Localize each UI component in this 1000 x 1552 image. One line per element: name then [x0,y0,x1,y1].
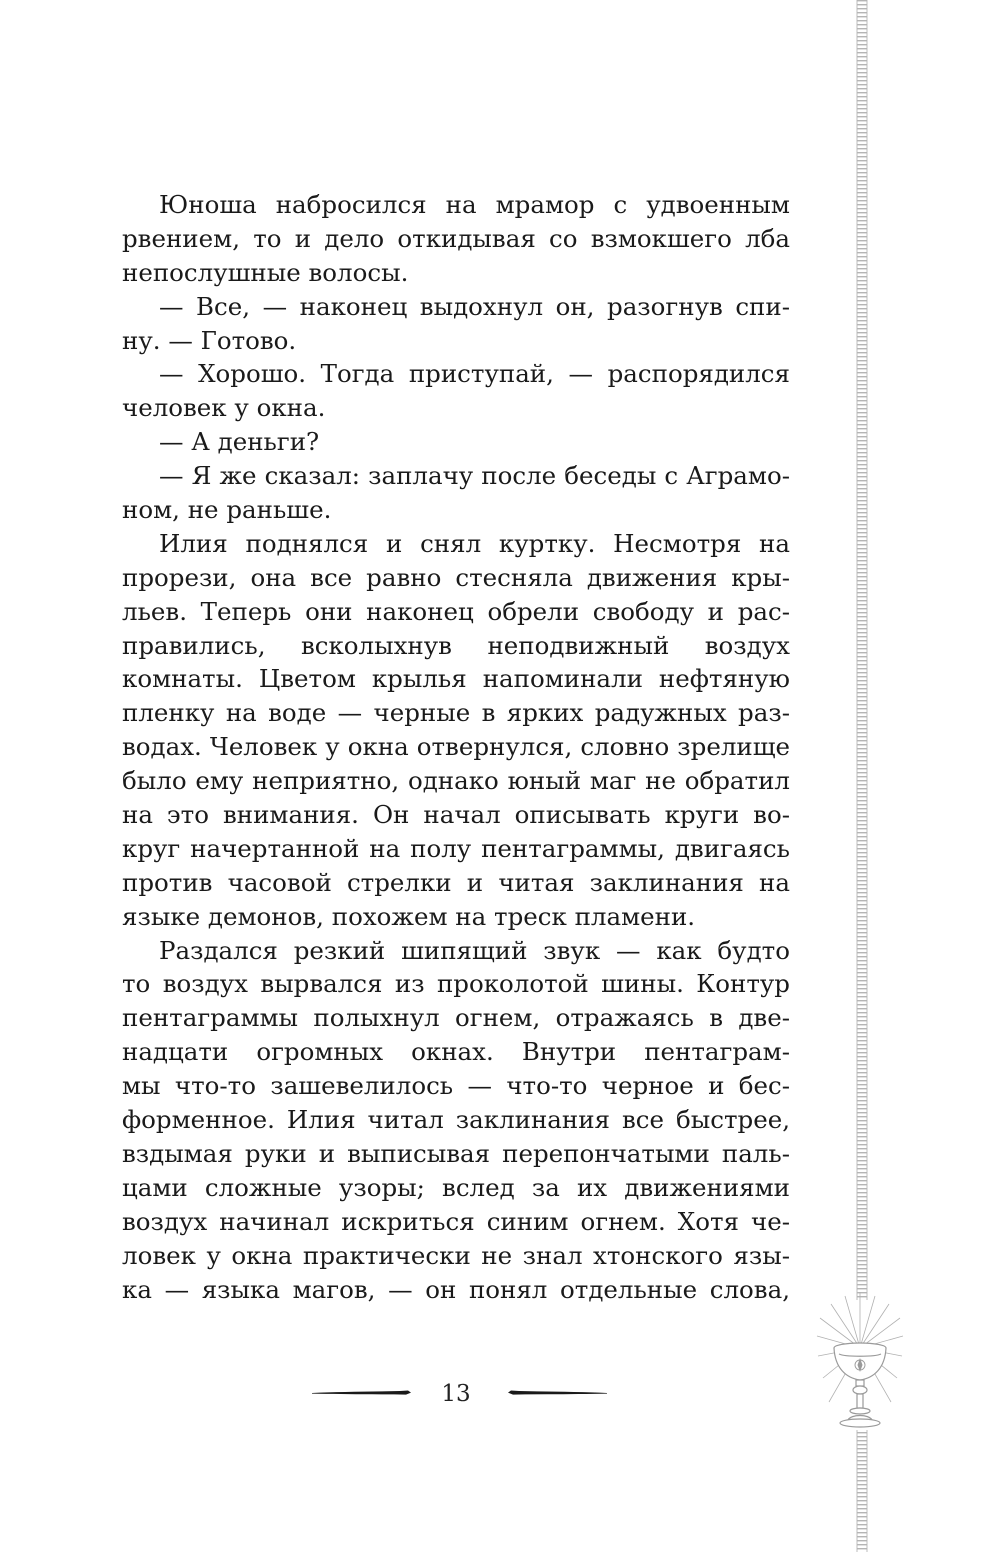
text-line: круг начертанной на полу пентаграммы, двигаясь [122,833,790,863]
text-line: ка — языка магов, — он понял отдельные слова, [122,1274,790,1304]
text-line: языке демонов, похожем на треск пламени. [122,901,696,931]
text-line: ловек у окна практически не знал хтонского язы- [122,1240,790,1270]
text-line: против часовой стрелки и читая заклинания на [122,867,790,897]
text-line: вздымая руки и выписывая перепончатыми паль- [122,1138,790,1168]
text-line: льев. Теперь они наконец обрели свободу и рас- [122,596,790,626]
page-footer [0,1374,920,1414]
brush-rule-icon [312,1388,412,1398]
text-line: водах. Человек у окна отвернулся, словно зрелище [122,732,790,762]
text-line: — А деньги? [159,427,320,457]
text-line: форменное. Илия читал заклинания все быстрее, [122,1105,790,1135]
text-line: ном, не раньше. [122,495,332,525]
text-line: человек у окна. [122,393,326,423]
text-line: надцати огромных окнах. Внутри пентаграм- [122,1037,790,1067]
text-line: Юноша набросился на мрамор с удвоенным [159,190,790,219]
text-line: Илия поднялся и снял куртку. Несмотря на [159,528,790,558]
text-line: ну. — Готово. [122,325,297,355]
text-line: пленку на воде — черные в ярких радужных раз- [122,698,790,728]
text-line: комнаты. Цветом крылья напоминали нефтяную [122,664,790,694]
text-line: Раздался резкий шипящий звук — как будто [159,935,790,965]
text-line: пентаграммы полыхнул огнем, отражаясь в две- [122,1003,790,1033]
text-line: на это внимания. Он начал описывать круги во- [122,800,790,830]
text-line: правились, всколыхнув неподвижный воздух [122,630,790,660]
text-line: непослушные волосы. [122,257,409,287]
brush-rule-icon [507,1388,607,1398]
text-line: воздух начинал искриться синим огнем. Хотя че- [122,1206,790,1236]
text-line: рвением, то и дело откидывая со взмокшего лба [122,223,790,253]
text-line: цами сложные узоры; вслед за их движениями [122,1172,790,1202]
chalice-icon [815,1290,905,1440]
text-line: было ему неприятно, однако юный маг не обратил [122,766,790,796]
text-line: прорези, она все равно стесняла движения кры- [122,562,790,592]
text-line: — Хорошо. Тогда приступай, — распорядился [159,359,790,389]
page-number: 13 [441,1381,471,1407]
text-line: мы что-то зашевелилось — что-то черное и бес- [122,1071,790,1101]
text-line: то воздух вырвался из проколотой шины. Контур [122,969,790,999]
body-text [122,188,790,1306]
text-line: — Я же сказал: заплачу после беседы с Аграмо- [159,461,790,491]
text-line: — Все, — наконец выдохнул он, разогнув спи- [159,291,790,321]
